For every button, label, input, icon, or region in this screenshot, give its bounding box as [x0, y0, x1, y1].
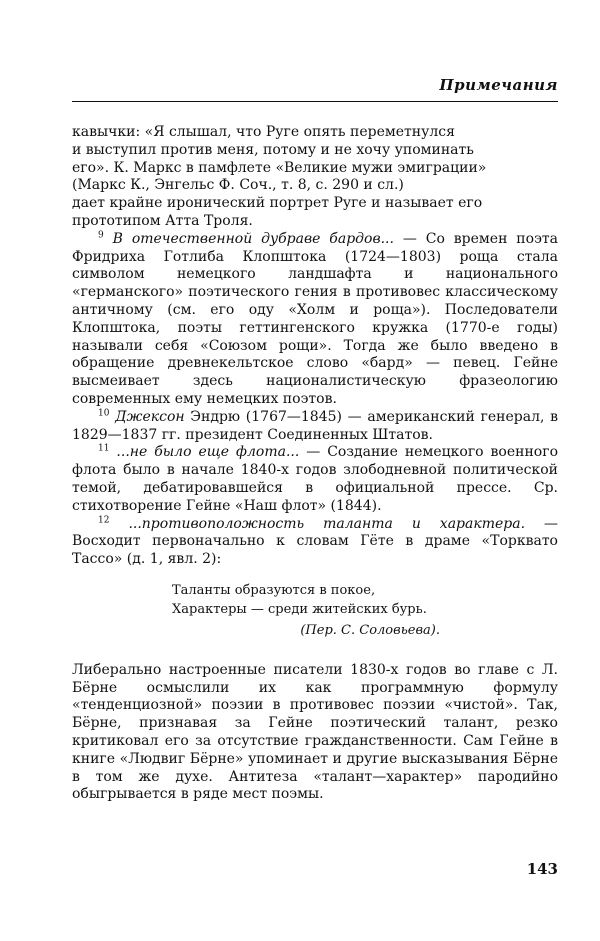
text-line: его». К. Маркс в памфлете «Великие мужи эмиграции»	[72, 159, 487, 176]
translator-credit: (Пер. С. Соловьева).	[300, 622, 440, 638]
notes-body	[72, 124, 558, 804]
text-line: кавычки: «Я слышал, что Руге опять переметнулся	[72, 124, 455, 140]
note-lead: Джексон	[115, 408, 185, 425]
text-line: (Маркс К., Энгельс Ф. Соч., т. 8, с. 290 и сл.)	[72, 177, 404, 194]
text-line: прототипом Атта Троля.	[72, 212, 253, 229]
note-text: — Восходит первоначально к словам Гёте в драме «Торквато Тассо» (д. 1, явл. 2):	[72, 515, 559, 568]
continued-note	[72, 124, 558, 231]
running-header: Примечания	[439, 76, 558, 94]
text-line: и выступил против меня, потому и не хочу упоминать	[72, 141, 474, 158]
note-text: Эндрю (1767—1845) — американский генерал, в 1829—1837 гг. президент Соединенных Штатов.	[72, 408, 559, 443]
note-12-continued: Либерально настроенные писатели 1830-х годов во главе с Л. Бёрне осмыслили их как программную формулу «тенденциозной» поэзии в противовес поэзии «чистой». Так, Бёрне, признавая за Гейне поэтический талант, резко критиковал его за отсутствие гражданственности. Сам Гейне в книге «Людвиг Бёрне» упоминает и другие высказывания Бёрне в том же духе. Антитеза «талант—характер» пародийно обыгрывается в ряде мест поэмы.	[72, 661, 558, 803]
note-text: — Со времен поэта Фридриха Готлиба Клопштока (1724—1803) роща стала символом немецкого ландшафта и национального «германского» поэтического гения в противовес классическому античному (см. его оду «Холм и роща»). Последователи Клопштока, поэты геттингенского кружка (1770-е годы) называли себя «Союзом рощи». Тогда же было введено в обращение древнекельтское слово «бард» — певец. Гейне высмеивает здесь националистическую фразеологию современных ему немецких поэтов.	[72, 230, 559, 407]
note-number: 10	[98, 408, 110, 419]
note-9	[72, 231, 558, 409]
note-number: 12	[98, 514, 110, 525]
text-line: дает крайне иронический портрет Руге и называет его	[72, 195, 483, 212]
verse-line: Характеры — среди житейских бурь.	[172, 601, 427, 617]
page-number: 143	[526, 860, 558, 878]
note-number: 11	[98, 443, 110, 454]
note-12	[72, 516, 558, 569]
note-lead: В отечественной дубраве бардов...	[112, 230, 394, 247]
header-rule	[72, 101, 558, 102]
note-text: — Создание немецкого военного флота было в начале 1840-х годов злободневной политической темой, дебатировавшейся в официальной прессе. Ср. стихотворение Гейне «Наш флот» (1844).	[72, 444, 558, 514]
note-lead: ...не было еще флота...	[116, 444, 300, 461]
note-11	[72, 444, 558, 515]
note-lead: ...противоположность таланта и характера.	[128, 515, 526, 532]
note-10	[72, 409, 558, 445]
verse-line: Таланты образуются в покое,	[172, 582, 376, 598]
quoted-verse	[172, 581, 558, 619]
note-number: 9	[98, 230, 104, 241]
